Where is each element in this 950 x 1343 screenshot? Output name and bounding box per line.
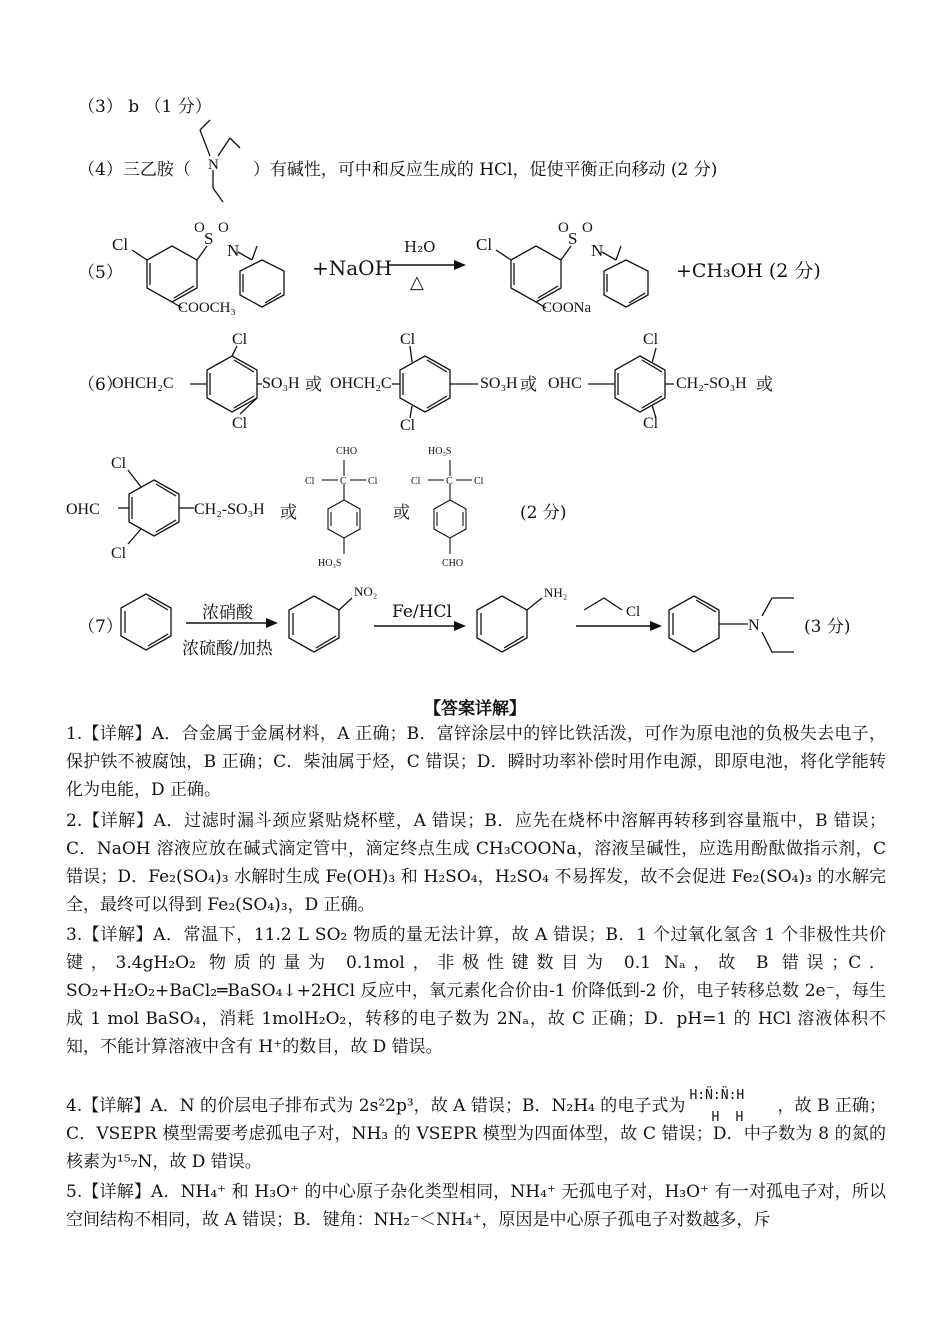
i5-c-label: C [340, 476, 347, 487]
product-extra: +CH₃OH (2 分) [676, 260, 821, 282]
answer-4-post: ）有碱性，可中和反应生成的 HCl，促使平衡正向移动 (2 分) [252, 160, 718, 180]
or-2: 或 [520, 375, 537, 395]
i5-cl1-label: Cl [305, 476, 315, 487]
answer-4 [78, 155, 717, 180]
diethylaniline-structure [662, 580, 802, 664]
or-4: 或 [280, 503, 297, 523]
answer-4-pre: 三乙胺（ [122, 160, 191, 180]
score-6: (2 分) [520, 503, 567, 523]
answer-5-num: （5） [78, 263, 123, 283]
answer-6-num: （6） [78, 375, 123, 395]
explanation-5: 5.【详解】A．NH₄⁺ 和 H₃O⁺ 的中心原子杂化类型相同，NH₄⁺ 无孤电子对，H₃O⁺ 有一对孤电子对，所以空间结构不相同，故 A 错误；B．键角：NH₂⁻＜NH₄⁺，原因是中心原子孤电子对数越多，斥 [66, 1182, 886, 1230]
aniline-structure [470, 580, 580, 660]
arrow-7-3 [574, 619, 664, 633]
or-5: 或 [393, 503, 410, 523]
r5-o2-label: O [218, 220, 229, 236]
benzene-structure [116, 590, 176, 656]
p5-cl-label: Cl [476, 235, 493, 254]
electron-formula-top: H:N̈:N̈:H [689, 1088, 745, 1103]
r5-o1-label: O [194, 220, 205, 236]
arrow-7-2 [372, 619, 468, 633]
i6-c-label: C [446, 476, 453, 487]
electron-formula-h1: H [711, 1110, 720, 1125]
i6-cl2-label: Cl [474, 476, 484, 487]
i2-cl1-label: Cl [400, 331, 416, 348]
arrow-7-1 [184, 616, 280, 630]
explanation-4 [66, 1088, 886, 1176]
i5-cho-label: CHO [336, 446, 358, 457]
condition-heat: △ [410, 272, 424, 293]
reagent-naoh: +NaOH [312, 256, 393, 280]
explanation-4-part-2: ，故 B 正确；C．VSEPR 模型需要考虑孤电子对，NH₃ 的 VSEPR 模型为四面体型，故 C 错误；D．中子数为 8 的氮的核素为¹⁵₇N，故 D 错误。 [66, 1096, 886, 1172]
explanation-3: 3.【详解】A．常温下，11.2 L SO₂ 物质的量无法计算，故 A 错误；B．1 个过氧化氢含 1 个非极性共价键，3.4gH₂O₂ 物质的量为 0.1mol，非极性键数目为 0.1 Nₐ，故 B 错误；C．SO₂+H₂O₂+BaCl₂═BaSO₄↓+2HCl 反应中，氧元素化合价由-1 价降低到-2 价，电子转移总数 2e⁻，每生成 1 mol BaSO₄，消耗 1molH₂O₂，转移的电子数为 2Nₐ，故 C 正确；D．pH=1 的 HCl 溶液体积不知，不能计算溶液中含有 H⁺的数目，故 D 错误。 [66, 925, 886, 1057]
explanation-2: 2.【详解】A．过滤时漏斗颈应紧贴烧杯壁，A 错误；B．应先在烧杯中溶解再转移到容量瓶中，B 错误；C．NaOH 溶液应放在碱式滴定管中，滴定终点生成 CH₃COONa，溶液呈碱性，应选用酚酞做指示剂，C 错误；D．Fe₂(SO₄)₃ 水解时生成 Fe(OH)₃ 和 H₂SO₄，H₂SO₄ 不易挥发，故不会促进 Fe₂(SO₄)₃ 的水解完全，最终可以得到 Fe₂(SO₄)₃，D 正确。 [66, 811, 886, 915]
i4-cl1-label: Cl [111, 455, 127, 472]
condition-h2o: H₂O [404, 238, 436, 256]
arrow-5 [386, 258, 468, 272]
p5-n-label: N [591, 241, 604, 260]
p5-o1-label: O [558, 220, 569, 236]
r5-n-label: N [227, 241, 240, 260]
reagent-7-2: Fe/HCl [392, 602, 452, 622]
answer-3-num: （3） [78, 97, 123, 117]
answer-3 [78, 92, 212, 117]
i4-ch2so3h-label: CH₂-SO₃H [194, 501, 265, 518]
i3-cl1-label: Cl [643, 331, 659, 348]
i5-ho3s-label: HO₃S [318, 558, 342, 569]
nitrobenzene-structure [282, 580, 378, 660]
p5-salt-label: COONa [542, 300, 592, 316]
electron-formula-h2: H [735, 1110, 744, 1125]
i1-so3h-label: SO₃H [262, 375, 300, 392]
no2-label: NO₂ [354, 584, 378, 599]
i6-ho3s-label: HO₃S [428, 446, 452, 457]
explanation-1: 1.【详解】A．合金属于金属材料，A 正确；B．富锌涂层中的锌比铁活泼，可作为原电池的负极失去电子，保护铁不被腐蚀，B 正确；C．柴油属于烃，C 错误；D．瞬时功率补偿时用作电源，即原电池，将化学能转化为电能，D 正确。 [66, 724, 886, 800]
answer-3-text: b （1 分） [128, 97, 212, 117]
explanation-4-part-1: 4.【详解】A．N 的价层电子排布式为 2s²2p³，故 A 错误；B．N₂H₄ 的电子式为 [66, 1096, 686, 1116]
triethylamine-structure [186, 118, 248, 208]
reagent-7-1-top: 浓硝酸 [202, 603, 253, 623]
i5-cl2-label: Cl [368, 476, 378, 487]
i2-ohcch2-label: OHCH₂C [330, 375, 392, 392]
isomer-5-structure [300, 442, 390, 574]
n2h4-electron-formula [685, 1088, 777, 1125]
i1-cl2-label: Cl [232, 415, 248, 432]
r5-s-label: S [204, 229, 214, 248]
r5-ester-label: COOCH₃ [178, 300, 236, 316]
product-5-structure [476, 216, 676, 316]
i6-cho-label: CHO [442, 558, 464, 569]
reactant-5-structure [112, 216, 312, 316]
answer-4-num: （4） [78, 160, 123, 180]
i1-cl1-label: Cl [232, 331, 248, 348]
i3-cl2-label: Cl [643, 415, 659, 432]
diethylaniline-n-label: N [748, 617, 760, 634]
or-1: 或 [305, 375, 322, 395]
i4-cl2-label: Cl [111, 545, 127, 562]
i3-ohc-label: OHC [548, 375, 582, 392]
i2-cl2-label: Cl [400, 417, 416, 434]
isomer-1-structure [112, 328, 327, 432]
i2-so3h-label: SO₃H [480, 375, 518, 392]
isomer-3-structure [548, 328, 768, 432]
i4-ohc-label: OHC [66, 501, 100, 518]
i1-ohcch2-label: OHCH₂C [112, 375, 174, 392]
answer-7-num: （7） [78, 617, 123, 637]
r5-cl-label: Cl [112, 235, 129, 254]
p5-o2-label: O [582, 220, 593, 236]
isomer-6-structure [406, 442, 496, 574]
nh2-label: NH₂ [544, 585, 568, 600]
isomer-4-structure [66, 450, 286, 568]
triethylamine-n-label: N [208, 157, 219, 173]
i6-cl1-label: Cl [411, 476, 421, 487]
chloroethane-cl-label: Cl [626, 604, 641, 620]
isomer-2-structure [330, 328, 545, 432]
score-7: (3 分) [804, 617, 851, 637]
i3-ch2so3h-label: CH₂-SO₃H [676, 375, 747, 392]
reagent-7-1-bottom: 浓硫酸/加热 [182, 639, 273, 659]
p5-s-label: S [568, 229, 578, 248]
section-heading: 【答案详解】 [424, 699, 526, 719]
or-3: 或 [756, 375, 773, 395]
